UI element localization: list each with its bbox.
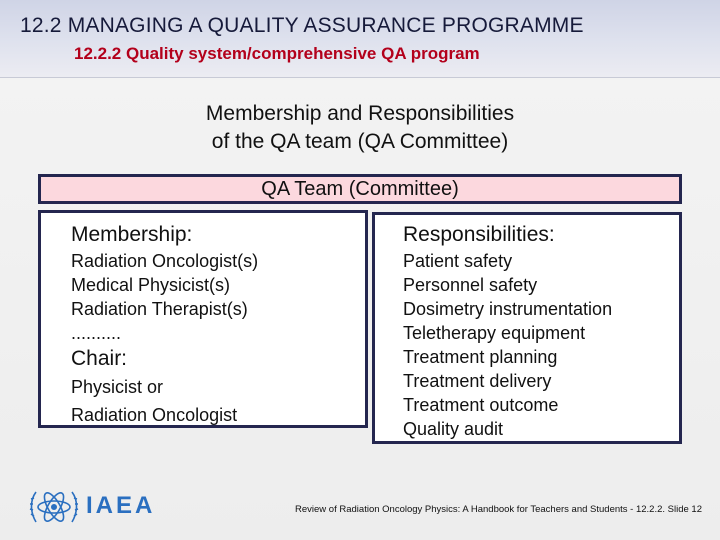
section-title: 12.2 MANAGING A QUALITY ASSURANCE PROGRAMME [20, 14, 584, 37]
slide-title-line: of the QA team (QA Committee) [211, 130, 509, 153]
iaea-logo-text: IAEA [86, 492, 156, 519]
qa-team-banner: QA Team (Committee) [38, 174, 682, 204]
header-bar [0, 0, 720, 78]
list-item: Personnel safety [403, 275, 538, 295]
list-item: Teletherapy equipment [403, 323, 586, 343]
iaea-logo [28, 482, 158, 532]
list-item: Treatment planning [403, 347, 558, 367]
responsibilities-list [403, 249, 612, 441]
list-item: Quality audit [403, 419, 504, 439]
list-item: Radiation Oncologist(s) [71, 251, 259, 271]
list-item: Radiation Therapist(s) [71, 299, 248, 319]
membership-list [71, 249, 258, 345]
list-item: .......... [71, 323, 122, 343]
iaea-emblem-icon [28, 482, 80, 532]
list-item: Dosimetry instrumentation [403, 299, 613, 319]
footer-citation: Review of Radiation Oncology Physics: A Handbook for Teachers and Students - 12.2.2. Slide 12 [295, 504, 702, 515]
responsibilities-panel [372, 212, 682, 444]
responsibilities-heading: Responsibilities: [403, 223, 555, 246]
slide-title-line: Membership and Responsibilities [205, 102, 515, 125]
chair-list [71, 373, 237, 429]
list-item: Patient safety [403, 251, 513, 271]
list-item: Treatment delivery [403, 371, 552, 391]
slide-title [160, 100, 560, 156]
list-item: Radiation Oncologist [71, 405, 238, 425]
membership-panel [38, 210, 368, 428]
section-subtitle: 12.2.2 Quality system/comprehensive QA program [74, 44, 480, 63]
membership-heading: Membership: [71, 223, 193, 246]
list-item: Medical Physicist(s) [71, 275, 231, 295]
chair-heading: Chair: [71, 347, 128, 370]
list-item: Treatment outcome [403, 395, 559, 415]
list-item: Physicist or [71, 377, 164, 397]
